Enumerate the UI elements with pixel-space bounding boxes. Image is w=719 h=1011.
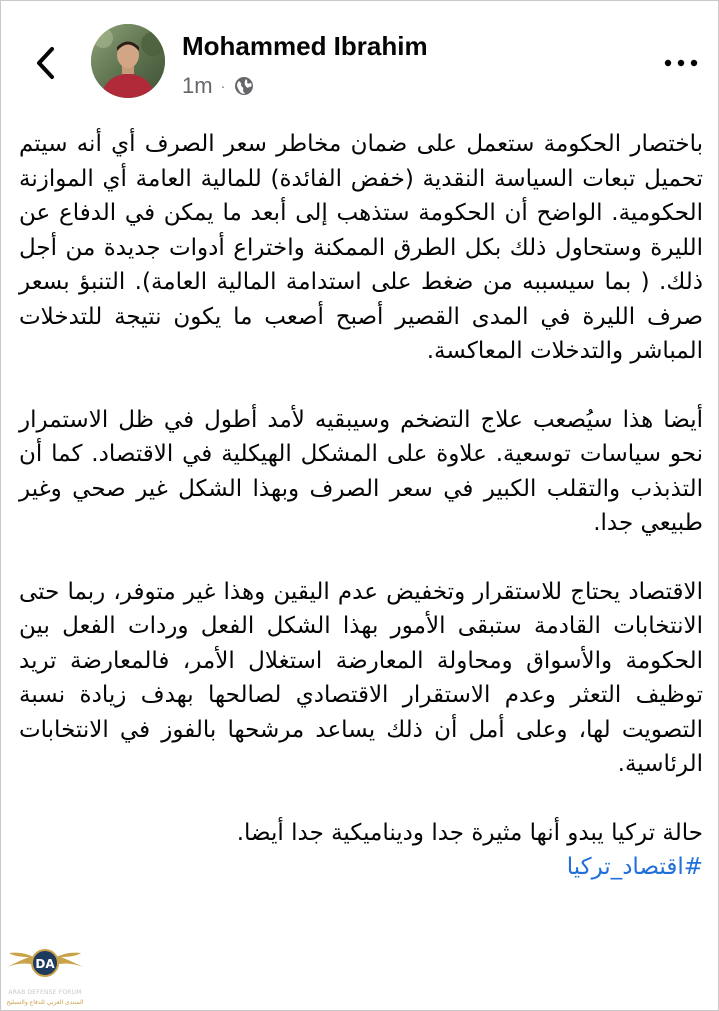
back-arrow-icon <box>34 46 56 80</box>
more-dots-icon <box>664 59 698 67</box>
post-paragraph-1: باختصار الحكومة ستعمل على ضمان مخاطر سعر الصرف أي أنه سيتم تحميل تبعات السياسة النقدية (خفض الفائدة) للمالية العامة أي الموازنة الحكومية. الواضح أن الحكومة ستذهب إلى أبعد ما يمكن في الدفاع عن الليرة وستحاول ذلك بكل الطرق الممكنة واختراع أدوات جديدة من أجل ذلك. ( بما سيسببه من ضغط على استدامة المالية العامة). التنبؤ بسعر صرف الليرة في المدى القصير أصبح أصعب ما يكون نتيجة للتدخلات المباشر والتدخلات المعاكسة. <box>19 131 703 364</box>
back-button[interactable] <box>27 43 63 83</box>
post-time[interactable]: 1m <box>182 73 213 98</box>
more-options-button[interactable] <box>661 51 701 75</box>
author-name[interactable]: Mohammed Ibrahim <box>182 31 428 61</box>
post-paragraph-3: الاقتصاد يحتاج للاستقرار وتخفيض عدم اليقين وهذا غير متوفر، ربما حتى الانتخابات القادمة ستبقى الأمور بهذا الشكل الفعل وردات الفعل بين الحكومة والأسواق ومحاولة المعارضة استغلال الأمر، فالمعارضة تريد توظيف التعثر وعدم الاستقرار الاقتصادي لصالحها بهدف زيادة نسبة التصويت لها، وعلى أمل أن ذلك يساعد مرشحها بالفوز في الانتخابات الرئاسية. <box>19 578 703 777</box>
globe-icon <box>233 75 255 97</box>
watermark-logo <box>5 939 85 1011</box>
author-avatar[interactable] <box>91 24 165 98</box>
post-paragraph-4: حالة تركيا يبدو أنها مثيرة جدا وديناميكية جدا أيضا. <box>236 819 703 846</box>
post-paragraph-2: أيضا هذا سيُصعب علاج التضخم وسيبقيه لأمد أطول في ظل الاستمرار نحو سياسات توسعية. علاوة على المشكل الهيكلية في الاقتصاد. كما أن التذبذب والتقلب الكبير في سعر الصرف وبهذا الشكل غير صحي وغير طبيعي جدا. <box>19 406 703 536</box>
hashtag-link[interactable]: #اقتصاد_تركيا <box>566 854 703 880</box>
post-text <box>19 127 703 885</box>
watermark-subtitle: المنتدى العربي للدفاع والتسليح <box>6 999 84 1006</box>
watermark-title: ARAB DEFENSE FORUM <box>8 989 82 996</box>
post-meta <box>182 73 255 99</box>
watermark-letters: DA <box>35 957 55 971</box>
meta-separator: · <box>220 78 226 94</box>
post-header <box>1 1 719 121</box>
